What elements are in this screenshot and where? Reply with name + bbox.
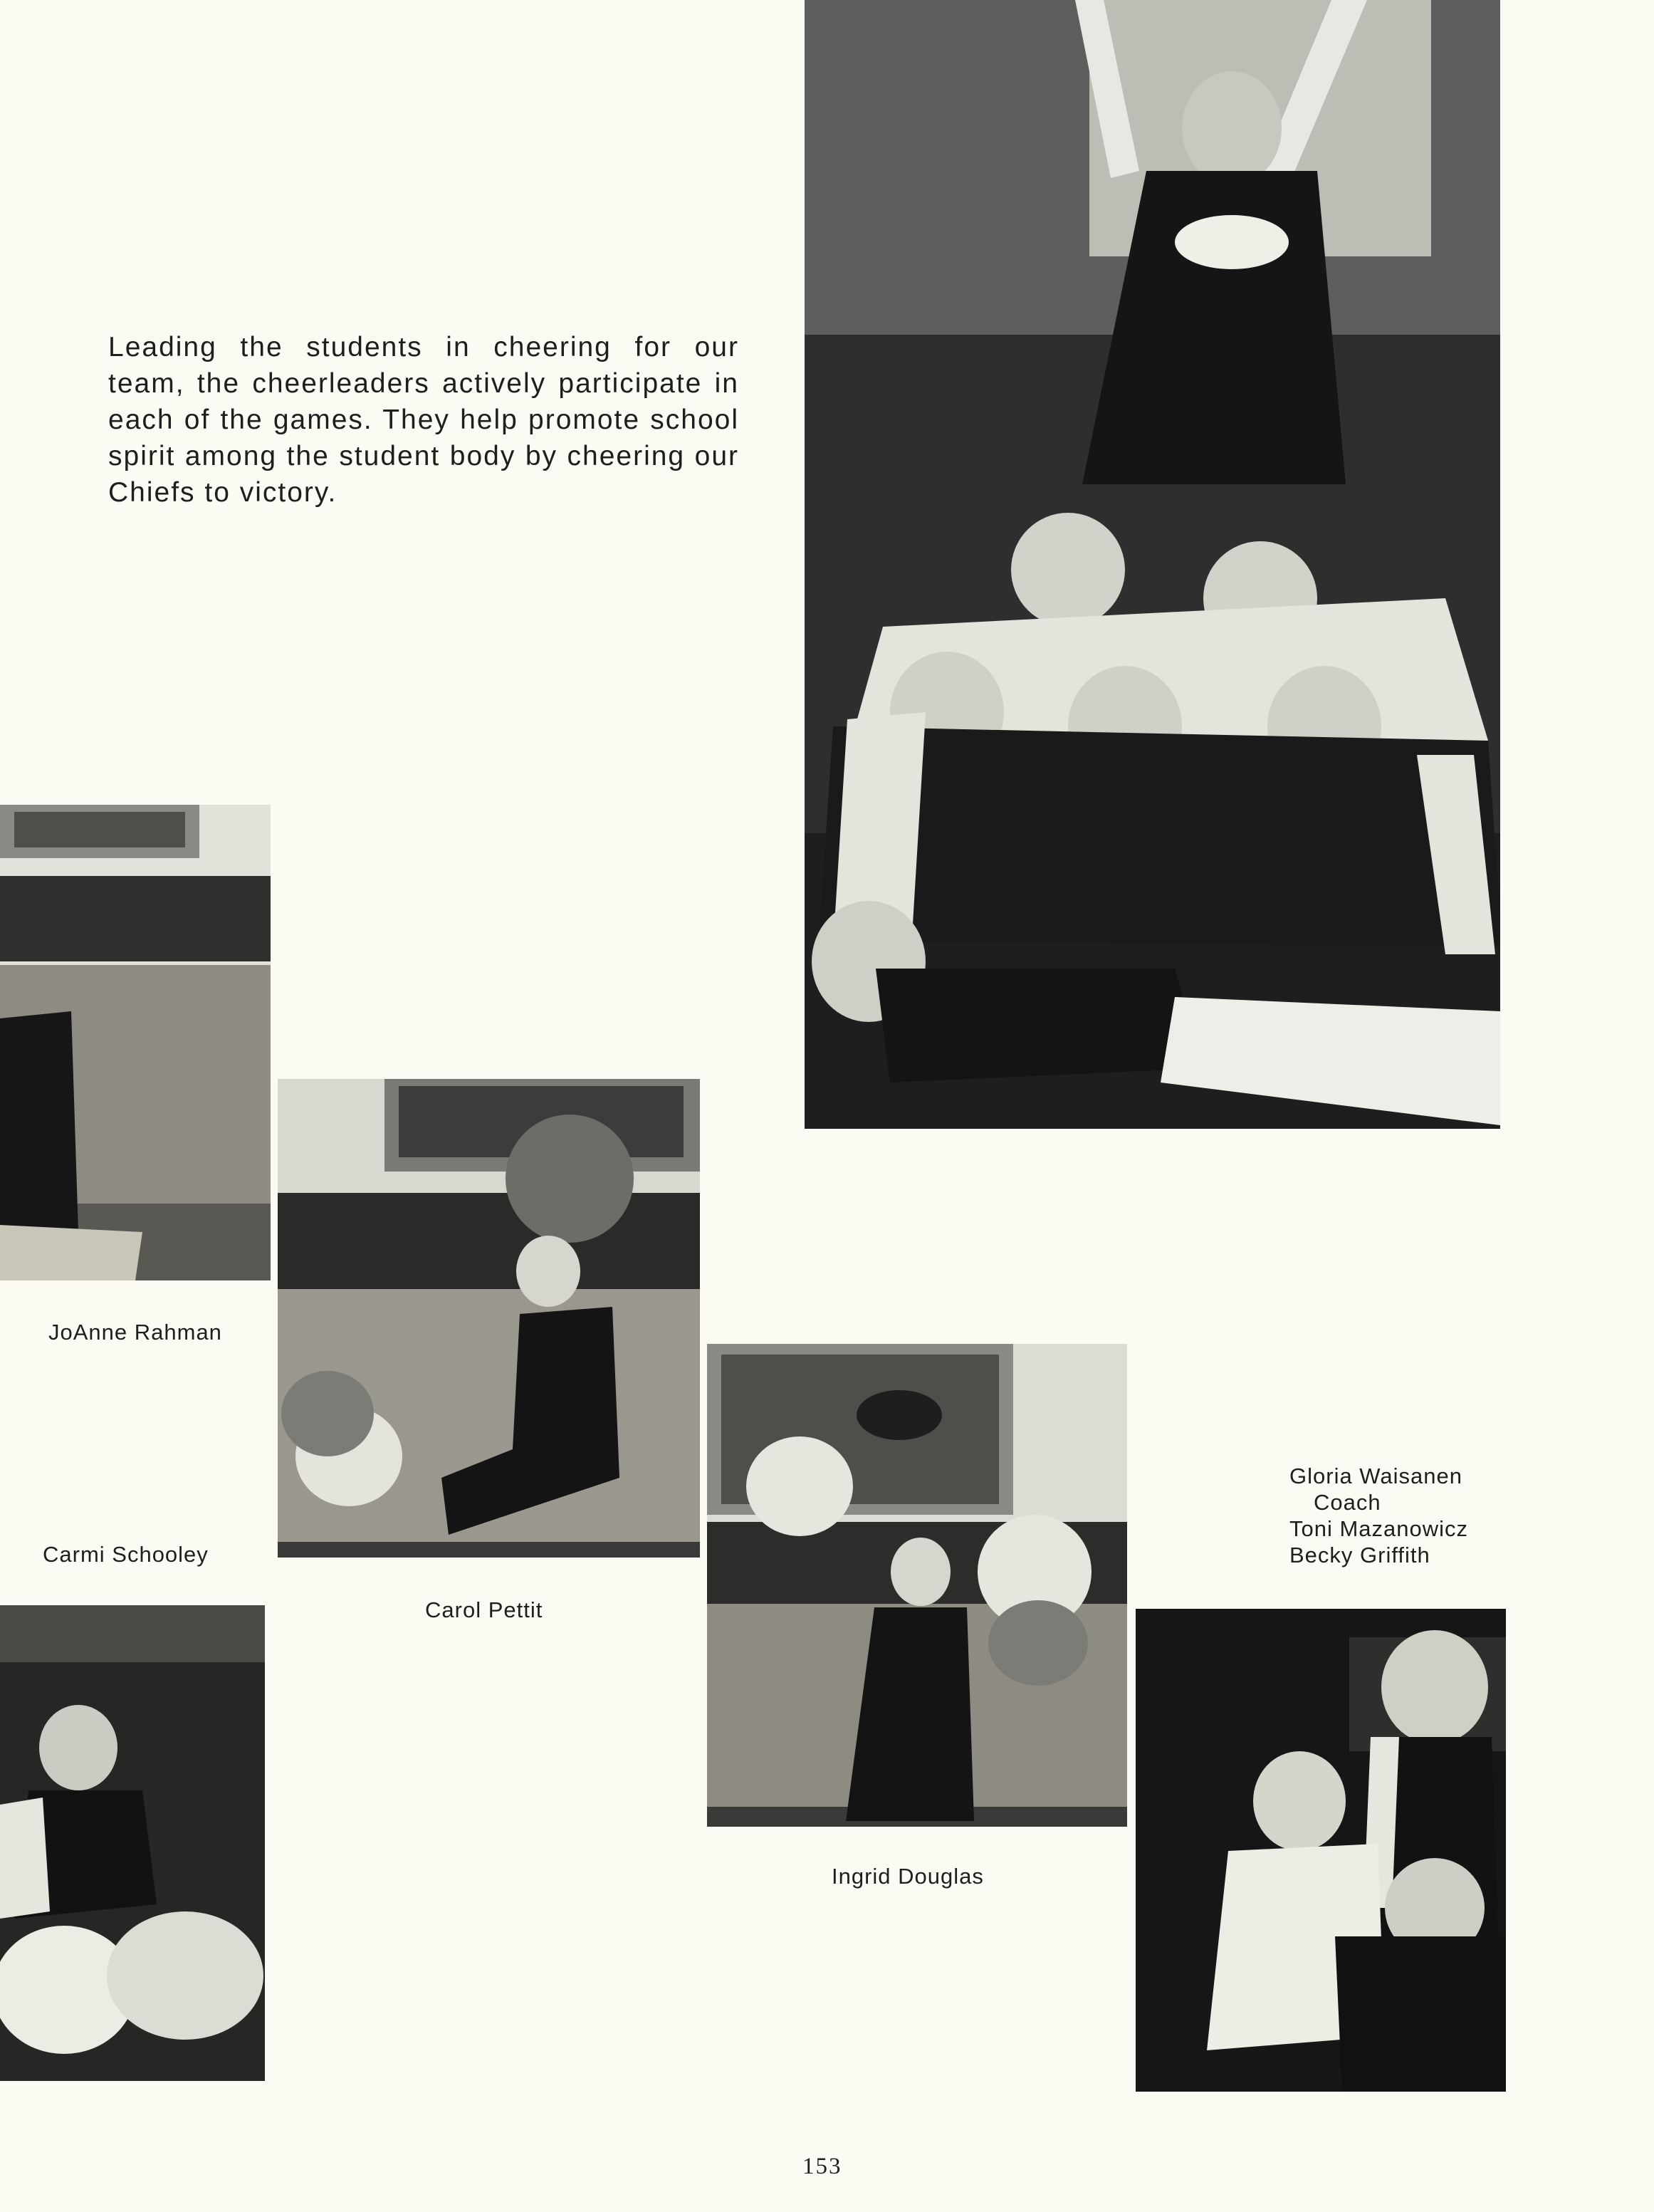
intro-paragraph: Leading the students in cheering for our team, the cheerleaders actively participate in each of the games. They help promote school spirit among the student body by cheering our Chiefs to victory. [108, 332, 739, 508]
coach-group-photo [1136, 1609, 1506, 2092]
caption-carmi-schooley: Carmi Schooley [43, 1542, 209, 1567]
caption-joanne-rahman: JoAnne Rahman [48, 1320, 222, 1345]
caption-coach: Coach [1314, 1490, 1381, 1515]
caption-toni-mazanowicz: Toni Mazanowicz [1289, 1516, 1469, 1541]
group-caption [1289, 1463, 1468, 1568]
carol-pettit-photo [278, 1079, 700, 1558]
page-number: 153 [802, 2154, 842, 2179]
carmi-schooley-photo [0, 1605, 265, 2081]
caption-becky-griffith: Becky Griffith [1289, 1543, 1430, 1567]
cheerleader-pyramid-photo [805, 0, 1500, 1129]
caption-ingrid-douglas: Ingrid Douglas [832, 1864, 984, 1889]
caption-carol-pettit: Carol Pettit [425, 1597, 543, 1622]
caption-gloria-waisanen: Gloria Waisanen [1289, 1464, 1463, 1488]
ingrid-douglas-photo [707, 1344, 1127, 1827]
joanne-rahman-photo [0, 805, 271, 1280]
